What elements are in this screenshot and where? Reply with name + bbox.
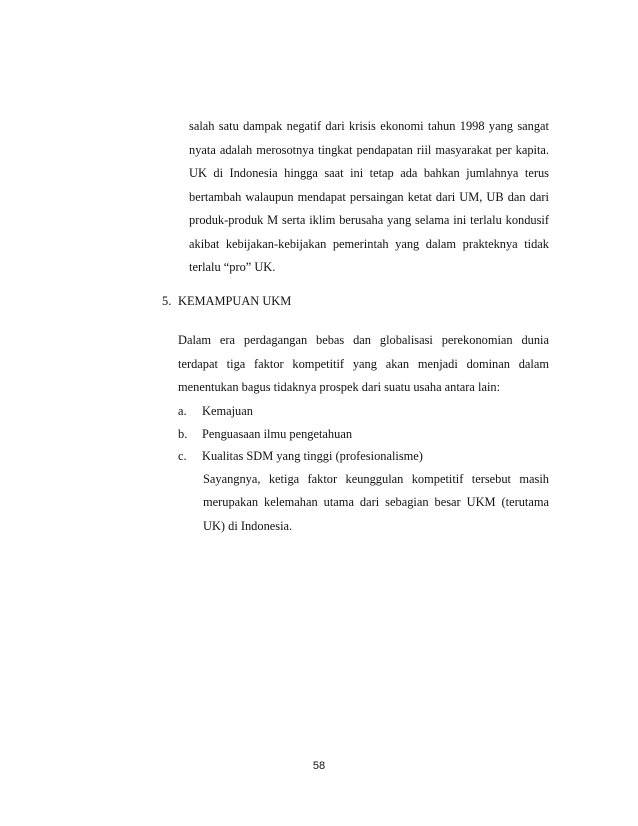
paragraph-line: produk-produk M serta iklim berusaha yang selama ini terlalu kondusif	[189, 213, 549, 227]
page-number: 58	[312, 760, 326, 772]
paragraph-line: nyata adalah merosotnya tingkat pendapatan riil masyarakat per kapita.	[189, 143, 549, 157]
section-title: KEMAMPUAN UKM	[178, 294, 292, 308]
paragraph-line: menentukan bagus tidaknya prospek dari suatu usaha antara lain:	[178, 380, 501, 394]
paragraph-line: akibat kebijakan-kebijakan pemerintah yang dalam prakteknya tidak	[189, 237, 549, 251]
list-marker: b.	[178, 427, 188, 441]
paragraph-line: terlalu “pro” UK.	[189, 260, 276, 274]
paragraph-line: Dalam era perdagangan bebas dan globalisasi perekonomian dunia	[178, 333, 549, 347]
list-item-text: Kualitas SDM yang tinggi (profesionalisme)	[202, 449, 423, 463]
paragraph-line: terdapat tiga faktor kompetitif yang akan menjadi dominan dalam	[178, 357, 549, 371]
list-item	[178, 449, 423, 464]
list-item	[178, 404, 253, 419]
paragraph-line: merupakan kelemahan utama dari sebagian besar UKM (terutama	[203, 495, 549, 509]
section-heading	[162, 294, 291, 309]
paragraph-line: UK di Indonesia hingga saat ini tetap ada bahkan jumlahnya terus	[189, 166, 549, 180]
paragraph-line: UK) di Indonesia.	[203, 519, 293, 533]
list-item	[178, 427, 352, 442]
list-item-text: Penguasaan ilmu pengetahuan	[202, 427, 353, 441]
list-marker: c.	[178, 449, 187, 463]
list-item-text: Kemajuan	[202, 404, 253, 418]
paragraph-line: bertambah walaupun mendapat persaingan ketat dari UM, UB dan dari	[189, 190, 549, 204]
paragraph-line: Sayangnya, ketiga faktor keunggulan kompetitif tersebut masih	[203, 472, 549, 486]
paragraph-line: salah satu dampak negatif dari krisis ekonomi tahun 1998 yang sangat	[189, 119, 549, 133]
list-marker: a.	[178, 404, 187, 418]
section-number: 5.	[162, 294, 172, 308]
